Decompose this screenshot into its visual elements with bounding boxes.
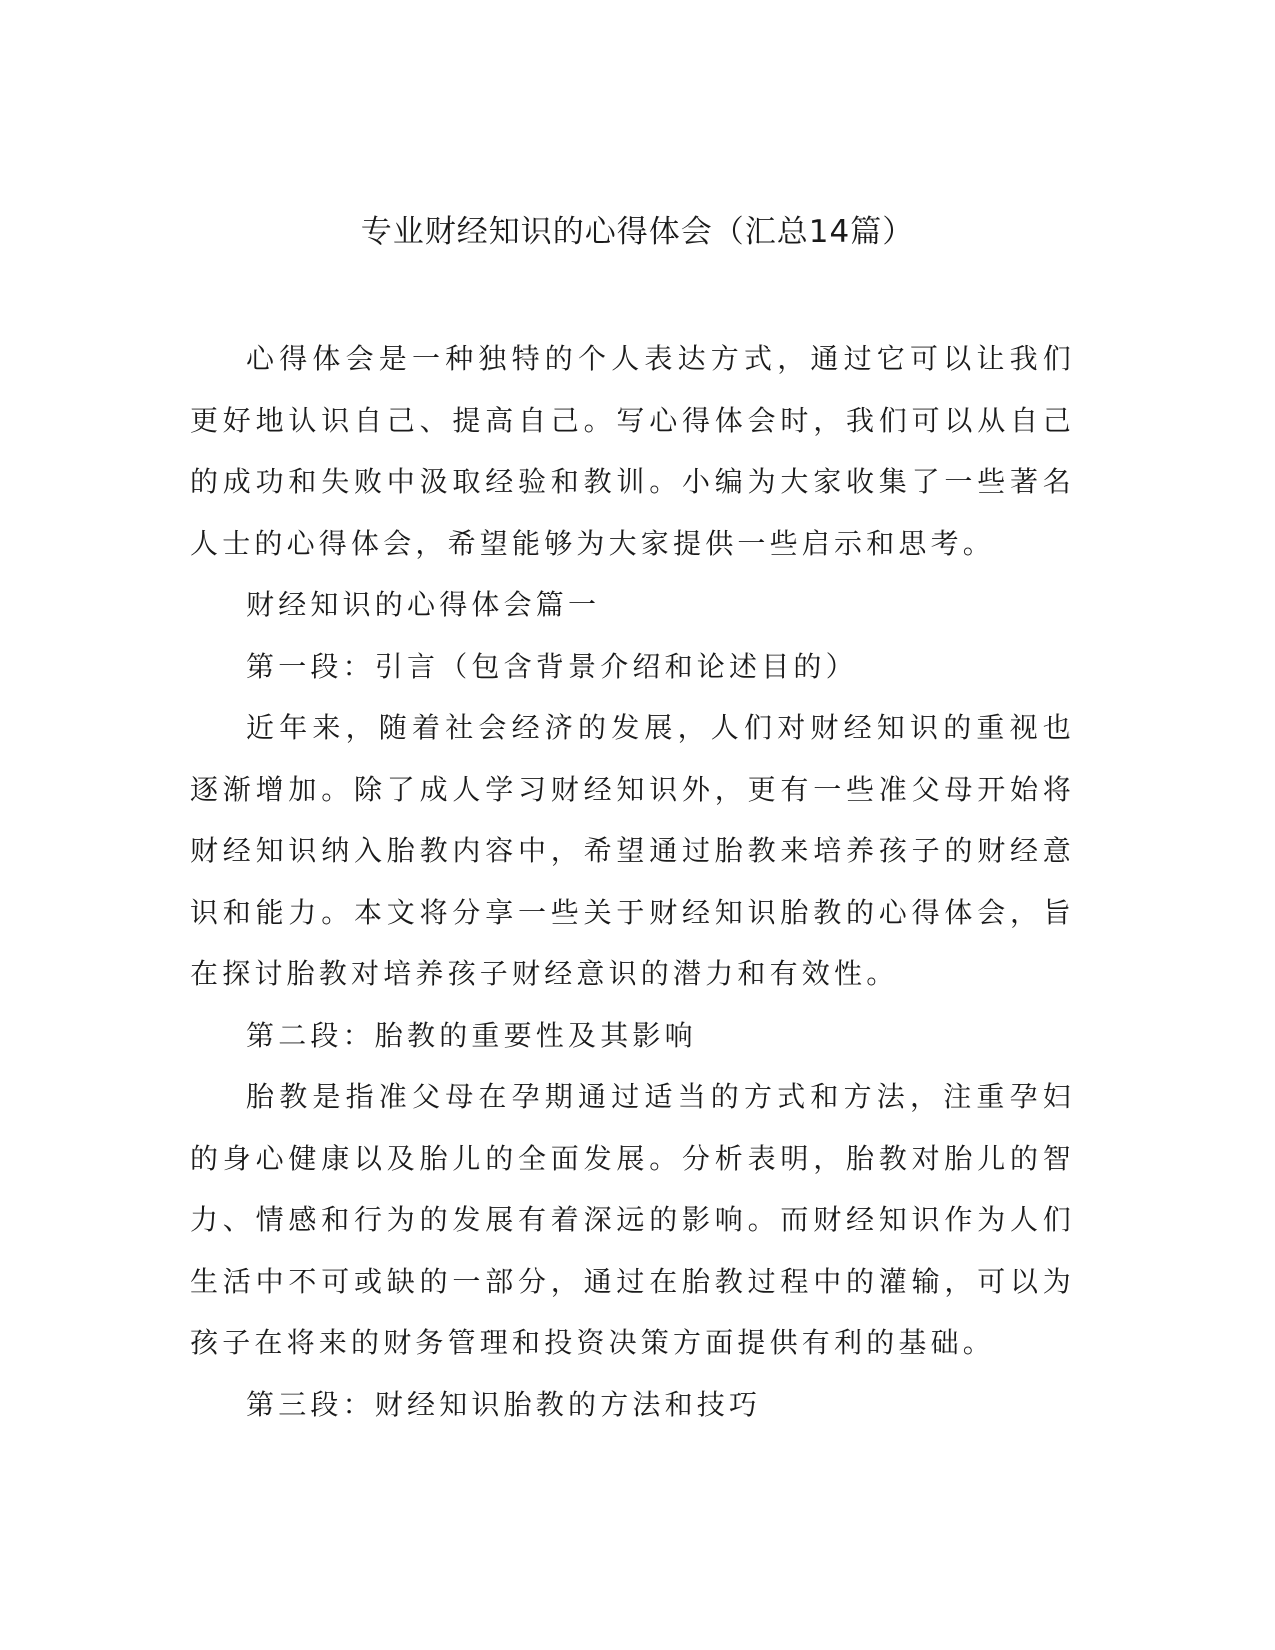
section-heading-part-one: 财经知识的心得体会篇一 [246, 588, 601, 621]
subheading-paragraph-three: 第三段：财经知识胎教的方法和技巧 [246, 1387, 762, 1421]
document-title: 专业财经知识的心得体会（汇总14篇） [360, 214, 915, 250]
body-paragraph-one: 近年来，随着社会经济的发展，人们对财经知识的重视也逐渐增加。除了成人学习财经知识外，更有一些准父母开始将财经知识纳入胎教内容中，希望通过胎教来培养孩子的财经意识和能力。本文将分享一些关于财经知识胎教的心得体会，旨在探讨胎教对培养孩子财经意识的潜力和有效性。 [190, 711, 1075, 990]
intro-paragraph: 心得体会是一种独特的个人表达方式，通过它可以让我们更好地认识自己、提高自己。写心得体会时，我们可以从自己的成功和失败中汲取经验和教训。小编为大家收集了一些著名人士的心得体会，希望能够为大家提供一些启示和思考。 [190, 342, 1075, 560]
body-paragraph-two: 胎教是指准父母在孕期通过适当的方式和方法，注重孕妇的身心健康以及胎儿的全面发展。分析表明，胎教对胎儿的智力、情感和行为的发展有着深远的影响。而财经知识作为人们生活中不可或缺的一部分，通过在胎教过程中的灌输，可以为孩子在将来的财务管理和投资决策方面提供有利的基础。 [190, 1080, 1075, 1359]
subheading-paragraph-two: 第二段：胎教的重要性及其影响 [246, 1018, 697, 1052]
subheading-paragraph-one: 第一段：引言（包含背景介绍和论述目的） [246, 649, 858, 683]
document-body [190, 328, 1075, 1435]
